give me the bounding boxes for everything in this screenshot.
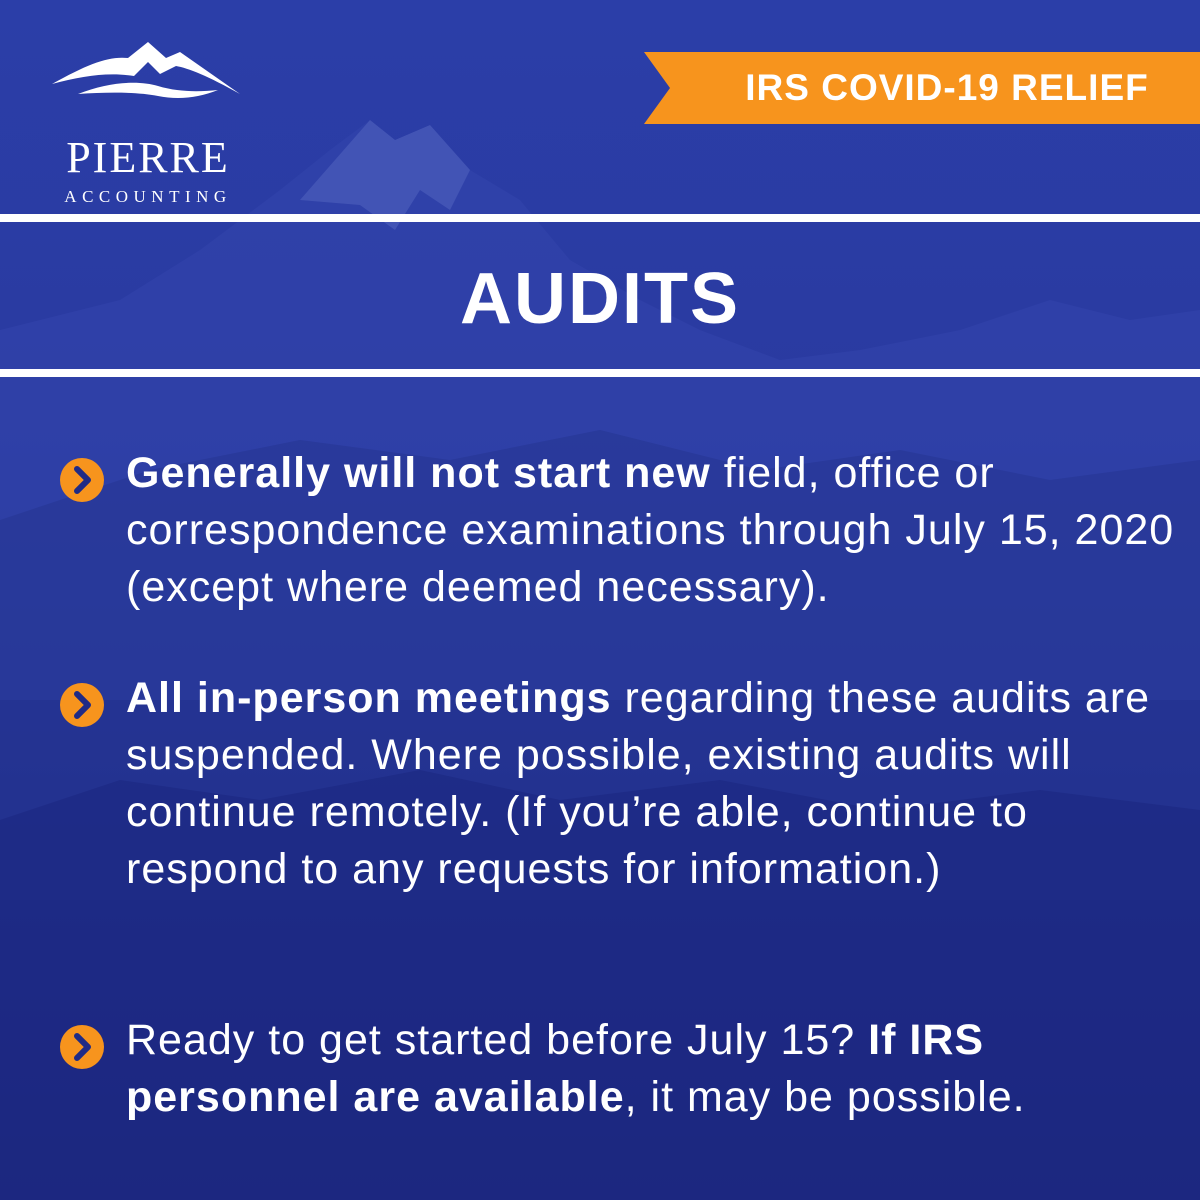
bullet-body: field, office or correspondence examinations through July 15, 2020 (except where deemed necessary). [126, 449, 1175, 611]
brand-name: PIERRE [66, 133, 230, 182]
bullet-text [126, 445, 1176, 616]
bullet-bold: If IRS personnel are available [126, 1016, 985, 1121]
page-title: AUDITS [460, 259, 740, 339]
chevron-right-circle-icon [58, 456, 106, 504]
banner-label: IRS COVID-19 RELIEF [745, 67, 1149, 108]
brand-subname: ACCOUNTING [64, 187, 232, 206]
divider-top [0, 214, 1200, 222]
divider-bottom [0, 369, 1200, 377]
bullet-lead: Ready to get started before July 15? [126, 1016, 869, 1064]
bullet-bold: All in-person meetings [126, 674, 612, 722]
mountain-peaks-icon [48, 36, 248, 131]
bullet-bold: Generally will not start new [126, 449, 711, 497]
bullet-text [126, 1012, 1176, 1126]
chevron-right-circle-icon [58, 681, 106, 729]
bullet-text [126, 670, 1176, 898]
bullet-body: , it may be possible. [624, 1073, 1026, 1121]
logo [48, 36, 248, 206]
bullet-body: regarding these audits are suspended. Where possible, existing audits will continue remotely. (If you’re able, continue to respond to any requests for information.) [126, 674, 1151, 893]
topic-banner [644, 52, 1200, 124]
chevron-right-circle-icon [58, 1023, 106, 1071]
